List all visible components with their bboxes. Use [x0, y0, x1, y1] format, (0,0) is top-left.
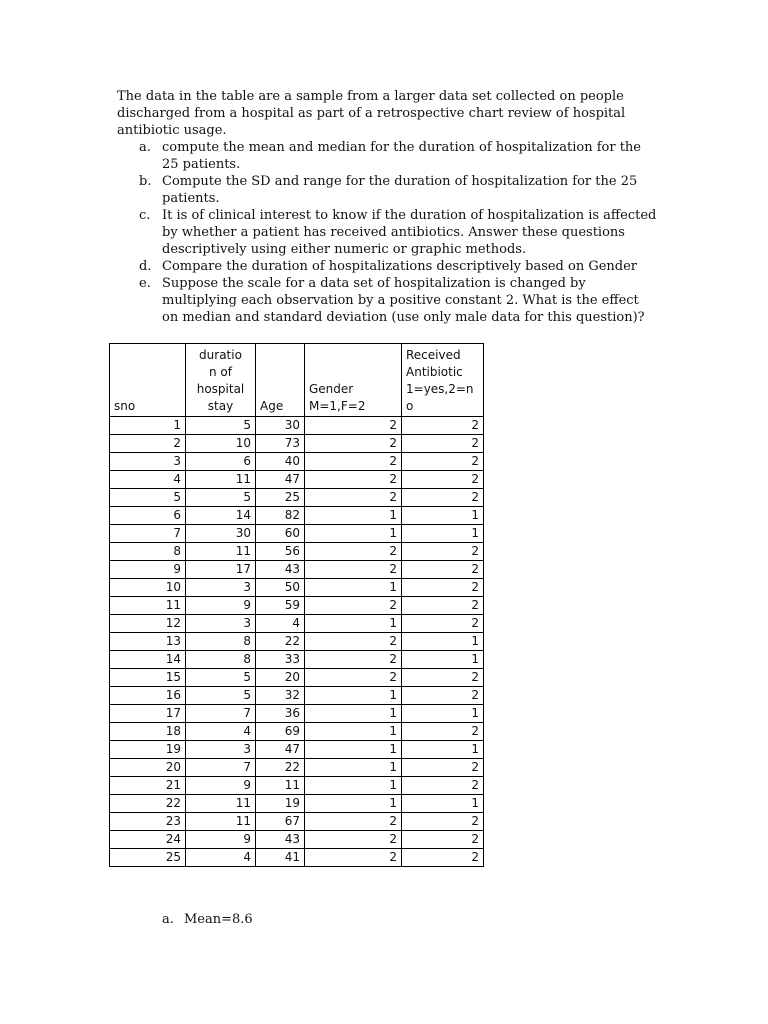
cell-age: 69 [256, 723, 305, 741]
cell-antibiotic: 2 [402, 489, 484, 507]
cell-age: 50 [256, 579, 305, 597]
table-row [110, 705, 484, 723]
cell-sno: 25 [110, 849, 186, 867]
cell-antibiotic: 2 [402, 435, 484, 453]
cell-duration: 17 [186, 561, 256, 579]
cell-duration: 8 [186, 633, 256, 651]
table-row [110, 543, 484, 561]
cell-gender: 1 [305, 759, 402, 777]
question-item [117, 258, 657, 275]
cell-gender: 2 [305, 813, 402, 831]
header-antibiotic: Received Antibiotic 1=yes,2=n o [402, 344, 484, 417]
cell-antibiotic: 2 [402, 579, 484, 597]
cell-sno: 13 [110, 633, 186, 651]
cell-gender: 1 [305, 723, 402, 741]
cell-antibiotic: 2 [402, 417, 484, 435]
cell-duration: 5 [186, 687, 256, 705]
table-row [110, 507, 484, 525]
cell-gender: 2 [305, 489, 402, 507]
list-marker: a. [139, 140, 151, 155]
cell-gender: 1 [305, 507, 402, 525]
cell-antibiotic: 2 [402, 687, 484, 705]
cell-duration: 9 [186, 831, 256, 849]
cell-antibiotic: 2 [402, 471, 484, 489]
table-row [110, 759, 484, 777]
cell-sno: 15 [110, 669, 186, 687]
question-list [117, 139, 657, 326]
table-row [110, 687, 484, 705]
cell-antibiotic: 1 [402, 525, 484, 543]
cell-duration: 11 [186, 471, 256, 489]
cell-duration: 5 [186, 489, 256, 507]
cell-sno: 12 [110, 615, 186, 633]
cell-age: 36 [256, 705, 305, 723]
table-header-row [110, 344, 484, 417]
intro-paragraph: The data in the table are a sample from a larger data set collected on people discharged from a hospital as part of a retrospective chart review of hospital antibiotic usage. [117, 89, 626, 138]
cell-antibiotic: 2 [402, 849, 484, 867]
table-row [110, 831, 484, 849]
cell-sno: 17 [110, 705, 186, 723]
cell-age: 40 [256, 453, 305, 471]
cell-sno: 1 [110, 417, 186, 435]
table-row [110, 453, 484, 471]
cell-duration: 14 [186, 507, 256, 525]
cell-duration: 5 [186, 417, 256, 435]
cell-antibiotic: 1 [402, 507, 484, 525]
cell-age: 82 [256, 507, 305, 525]
cell-duration: 4 [186, 723, 256, 741]
cell-antibiotic: 2 [402, 813, 484, 831]
table-row [110, 417, 484, 435]
cell-duration: 5 [186, 669, 256, 687]
cell-sno: 23 [110, 813, 186, 831]
table-row [110, 813, 484, 831]
question-text: Compute the SD and range for the duration of hospitalization for the 25 patients. [162, 174, 638, 206]
cell-gender: 2 [305, 651, 402, 669]
cell-duration: 11 [186, 795, 256, 813]
cell-gender: 1 [305, 525, 402, 543]
cell-antibiotic: 2 [402, 669, 484, 687]
cell-gender: 2 [305, 543, 402, 561]
cell-antibiotic: 2 [402, 759, 484, 777]
cell-gender: 2 [305, 471, 402, 489]
cell-sno: 21 [110, 777, 186, 795]
cell-gender: 1 [305, 705, 402, 723]
cell-gender: 2 [305, 453, 402, 471]
cell-age: 11 [256, 777, 305, 795]
cell-duration: 3 [186, 579, 256, 597]
cell-sno: 7 [110, 525, 186, 543]
cell-age: 60 [256, 525, 305, 543]
cell-age: 25 [256, 489, 305, 507]
cell-age: 47 [256, 471, 305, 489]
table-row [110, 435, 484, 453]
cell-age: 4 [256, 615, 305, 633]
cell-gender: 1 [305, 687, 402, 705]
table-row [110, 489, 484, 507]
header-gender: Gender M=1,F=2 [305, 344, 402, 417]
cell-sno: 9 [110, 561, 186, 579]
list-marker: b. [139, 174, 152, 189]
cell-antibiotic: 2 [402, 543, 484, 561]
cell-gender: 2 [305, 435, 402, 453]
cell-antibiotic: 2 [402, 561, 484, 579]
cell-gender: 1 [305, 777, 402, 795]
cell-sno: 18 [110, 723, 186, 741]
cell-duration: 11 [186, 813, 256, 831]
cell-sno: 5 [110, 489, 186, 507]
table-row [110, 615, 484, 633]
cell-antibiotic: 2 [402, 831, 484, 849]
cell-gender: 2 [305, 417, 402, 435]
question-item [117, 139, 657, 173]
table-row [110, 561, 484, 579]
cell-antibiotic: 1 [402, 741, 484, 759]
table-row [110, 651, 484, 669]
cell-age: 22 [256, 633, 305, 651]
cell-antibiotic: 2 [402, 615, 484, 633]
cell-sno: 4 [110, 471, 186, 489]
cell-age: 41 [256, 849, 305, 867]
cell-duration: 4 [186, 849, 256, 867]
cell-age: 67 [256, 813, 305, 831]
cell-age: 43 [256, 831, 305, 849]
cell-age: 30 [256, 417, 305, 435]
cell-sno: 8 [110, 543, 186, 561]
cell-sno: 24 [110, 831, 186, 849]
question-item [117, 207, 657, 258]
cell-duration: 11 [186, 543, 256, 561]
cell-gender: 2 [305, 849, 402, 867]
cell-age: 73 [256, 435, 305, 453]
table-row [110, 777, 484, 795]
answer-text: Mean=8.6 [184, 912, 253, 927]
answer-marker: a. [162, 912, 174, 927]
cell-age: 43 [256, 561, 305, 579]
cell-gender: 2 [305, 597, 402, 615]
cell-age: 59 [256, 597, 305, 615]
table-row [110, 633, 484, 651]
cell-sno: 20 [110, 759, 186, 777]
cell-sno: 11 [110, 597, 186, 615]
cell-duration: 6 [186, 453, 256, 471]
cell-antibiotic: 1 [402, 795, 484, 813]
table-row [110, 741, 484, 759]
cell-sno: 14 [110, 651, 186, 669]
cell-age: 19 [256, 795, 305, 813]
cell-sno: 22 [110, 795, 186, 813]
table-row [110, 471, 484, 489]
cell-antibiotic: 2 [402, 453, 484, 471]
list-marker: c. [139, 208, 151, 223]
header-sno: sno [110, 344, 186, 417]
table-row [110, 525, 484, 543]
answer-line [162, 911, 253, 928]
cell-antibiotic: 1 [402, 705, 484, 723]
cell-duration: 10 [186, 435, 256, 453]
cell-duration: 3 [186, 615, 256, 633]
question-text: Suppose the scale for a data set of hospitalization is changed by multiplying each observation by a positive constant 2. What is the effect on median and standard deviation (use only male data for this question)? [162, 276, 645, 325]
question-text: Compare the duration of hospitalizations descriptively based on Gender [162, 259, 638, 274]
cell-duration: 9 [186, 597, 256, 615]
cell-gender: 1 [305, 615, 402, 633]
cell-duration: 8 [186, 651, 256, 669]
cell-sno: 6 [110, 507, 186, 525]
cell-gender: 1 [305, 795, 402, 813]
list-marker: e. [139, 276, 151, 291]
question-text: compute the mean and median for the duration of hospitalization for the 25 patients. [162, 140, 641, 172]
cell-antibiotic: 2 [402, 723, 484, 741]
question-text: It is of clinical interest to know if the duration of hospitalization is affected by whether a patient has received antibiotics. Answer these questions descriptively using either numeric or graphic methods. [162, 208, 657, 257]
cell-sno: 19 [110, 741, 186, 759]
table-body [110, 417, 484, 867]
table-row [110, 669, 484, 687]
table-row [110, 795, 484, 813]
cell-duration: 9 [186, 777, 256, 795]
cell-duration: 7 [186, 759, 256, 777]
cell-antibiotic: 1 [402, 651, 484, 669]
cell-sno: 3 [110, 453, 186, 471]
cell-gender: 1 [305, 579, 402, 597]
table-row [110, 849, 484, 867]
list-marker: d. [139, 259, 152, 274]
table-row [110, 597, 484, 615]
cell-antibiotic: 2 [402, 597, 484, 615]
header-age: Age [256, 344, 305, 417]
hospital-data-table [109, 343, 484, 867]
cell-duration: 30 [186, 525, 256, 543]
cell-duration: 3 [186, 741, 256, 759]
cell-duration: 7 [186, 705, 256, 723]
cell-gender: 2 [305, 669, 402, 687]
cell-age: 22 [256, 759, 305, 777]
cell-sno: 2 [110, 435, 186, 453]
cell-age: 56 [256, 543, 305, 561]
cell-age: 47 [256, 741, 305, 759]
cell-antibiotic: 2 [402, 777, 484, 795]
cell-sno: 16 [110, 687, 186, 705]
table-row [110, 579, 484, 597]
question-item [117, 275, 657, 326]
cell-gender: 2 [305, 633, 402, 651]
question-item [117, 173, 657, 207]
header-duration: duratio n of hospital stay [186, 344, 256, 417]
table-row [110, 723, 484, 741]
cell-gender: 2 [305, 561, 402, 579]
cell-age: 32 [256, 687, 305, 705]
cell-age: 33 [256, 651, 305, 669]
cell-age: 20 [256, 669, 305, 687]
cell-sno: 10 [110, 579, 186, 597]
cell-antibiotic: 1 [402, 633, 484, 651]
cell-gender: 2 [305, 831, 402, 849]
cell-gender: 1 [305, 741, 402, 759]
